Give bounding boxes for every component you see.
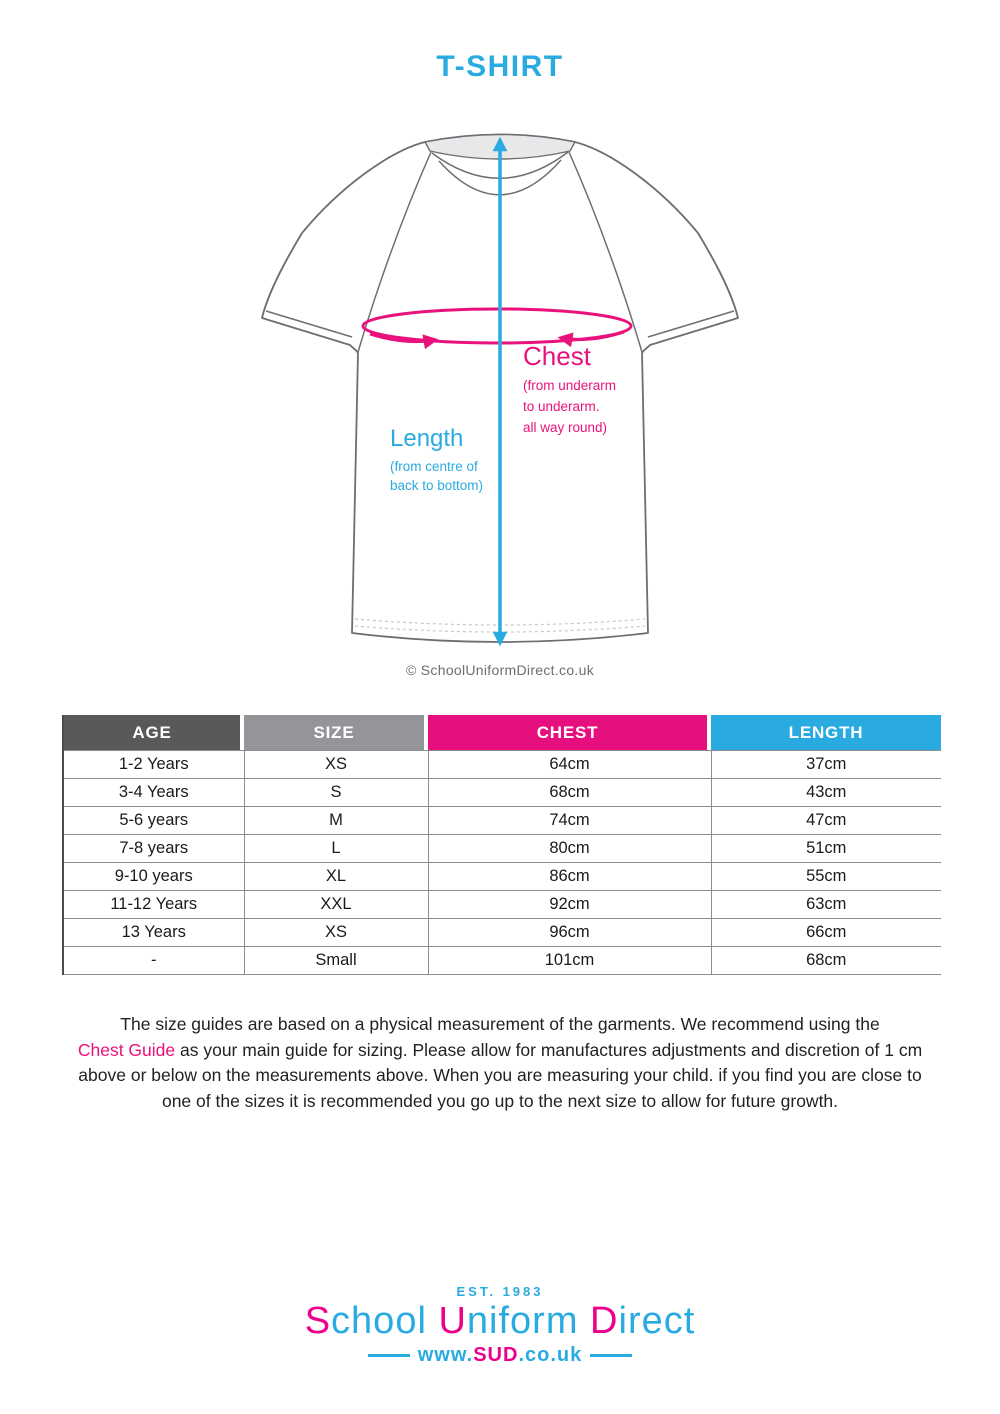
table-cell: 64cm (428, 751, 711, 779)
brand-logo-text (0, 1300, 1000, 1343)
table-cell: XL (244, 863, 428, 891)
length-label: Length (390, 425, 464, 452)
sub-label-line: all way round) (523, 420, 608, 435)
length-sublabel (390, 457, 483, 495)
website-url (418, 1344, 583, 1367)
table-cell: L (244, 835, 428, 863)
disclaimer-line (50, 1012, 950, 1038)
table-cell: 80cm (428, 835, 711, 863)
table-row (63, 807, 941, 835)
table-cell: M (244, 807, 428, 835)
disclaimer-line (50, 1089, 950, 1115)
table-cell: - (63, 947, 244, 975)
table-cell: 66cm (711, 919, 941, 947)
sub-label-line: (from centre of (390, 459, 478, 474)
disclaimer-segment: as your main guide for sizing. Please allow for manufactures adjustments and discretion of 1 cm (175, 1039, 923, 1060)
table-cell: XS (244, 919, 428, 947)
table-row (63, 919, 941, 947)
table-cell: 96cm (428, 919, 711, 947)
table-cell: 92cm (428, 891, 711, 919)
logo-dash-left (368, 1354, 410, 1357)
logo-text-part (578, 1300, 590, 1342)
disclaimer-line (50, 1038, 950, 1064)
table-cell: 37cm (711, 751, 941, 779)
table-cell: 13 Years (63, 919, 244, 947)
disclaimer-segment: above or below on the measurements above. When you are measuring your child. if you find you are close to (78, 1065, 922, 1085)
logo-dash-right (590, 1354, 632, 1357)
size-table-header-row (63, 715, 941, 751)
logo-text-part: S (304, 1300, 332, 1342)
table-cell: 47cm (711, 807, 941, 835)
table-cell: 9-10 years (63, 863, 244, 891)
chest-label: Chest (523, 341, 591, 371)
logo-text-part (427, 1300, 439, 1342)
table-cell: 68cm (428, 779, 711, 807)
header-age: AGE (64, 715, 240, 750)
copyright-line: © SchoolUniformDirect.co.uk (405, 662, 595, 678)
logo-text-part: U (438, 1300, 467, 1342)
table-cell: 1-2 Years (63, 751, 244, 779)
disclaimer-segment: The size guides are based on a physical measurement of the garments. We recommend using the (120, 1014, 880, 1034)
table-cell: Small (244, 947, 428, 975)
logo-text-part: irect (618, 1300, 696, 1342)
table-row (63, 947, 941, 975)
size-table (62, 715, 941, 975)
size-table-wrap (62, 715, 940, 975)
table-cell: 68cm (711, 947, 941, 975)
table-row (63, 835, 941, 863)
logo-text-part: SUD (473, 1344, 519, 1366)
website-url-row (0, 1344, 1000, 1367)
table-row (63, 779, 941, 807)
table-cell: 3-4 Years (63, 779, 244, 807)
disclaimer-segment: one of the sizes it is recommended you go up to the next size to allow for future growth. (161, 1090, 839, 1111)
logo-text-part: .co.uk (518, 1344, 583, 1366)
header-length: LENGTH (711, 715, 941, 750)
table-cell: XXL (244, 891, 428, 919)
table-cell: 74cm (428, 807, 711, 835)
table-cell: 5-6 years (63, 807, 244, 835)
sub-label-line: (from underarm (523, 378, 617, 393)
logo-text-part: chool (331, 1300, 427, 1342)
established-text: EST. 1983 (456, 1284, 544, 1299)
table-cell: S (244, 779, 428, 807)
header-chest: CHEST (428, 715, 707, 750)
disclaimer-text (50, 1012, 950, 1114)
table-cell: 63cm (711, 891, 941, 919)
footer-logo (0, 1284, 1000, 1367)
table-cell: 51cm (711, 835, 941, 863)
table-cell: 55cm (711, 863, 941, 891)
table-cell: 101cm (428, 947, 711, 975)
page-title: T-SHIRT (436, 50, 564, 83)
sub-label-line: to underarm. (523, 399, 600, 414)
tshirt-illustration (240, 115, 760, 660)
sub-label-line: back to bottom) (390, 478, 484, 493)
table-row (63, 863, 941, 891)
table-cell: 11-12 Years (63, 891, 244, 919)
logo-text-part: niform (466, 1300, 579, 1342)
header-size: SIZE (244, 715, 424, 750)
table-cell: XS (244, 751, 428, 779)
chest-guide-highlight: Chest Guide (77, 1039, 176, 1060)
table-row (63, 891, 941, 919)
chest-sublabel (523, 375, 616, 438)
table-cell: 7-8 years (63, 835, 244, 863)
disclaimer-line (50, 1063, 950, 1089)
logo-text-part: www. (417, 1344, 474, 1366)
table-cell: 43cm (711, 779, 941, 807)
logo-text-part: D (590, 1300, 619, 1342)
tshirt-diagram (240, 115, 760, 660)
table-cell: 86cm (428, 863, 711, 891)
table-row (63, 751, 941, 779)
